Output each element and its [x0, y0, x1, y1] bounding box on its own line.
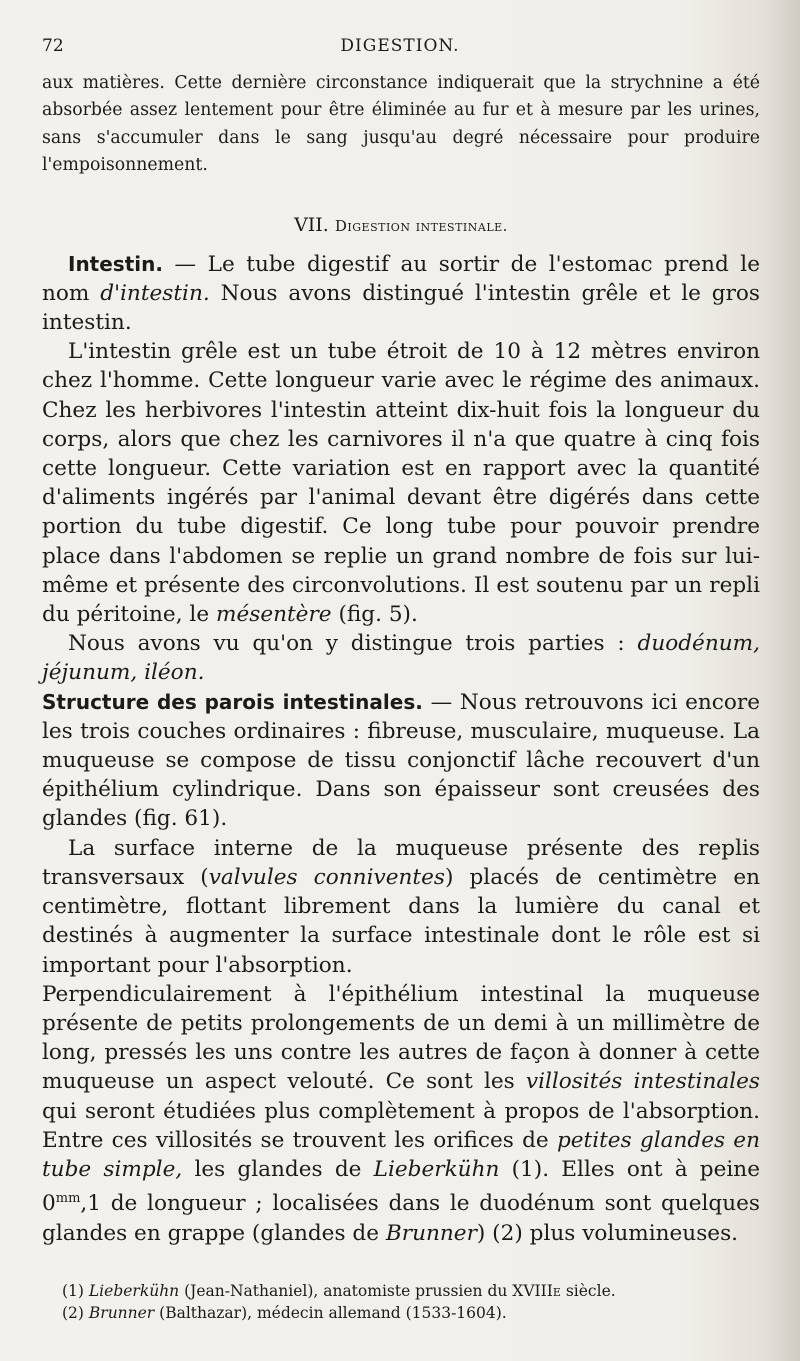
paragraph-text: Nous avons distingué l'intestin grêle et le gros intestin. [42, 280, 760, 336]
paragraph-surface [42, 834, 760, 980]
footnote-1 [62, 1280, 752, 1302]
paragraph-text: — Le tube digestif au sortir de l'estomac prend le nom [42, 251, 760, 306]
page-header [42, 36, 758, 60]
footnote-text: siècle. [560, 1282, 616, 1300]
paragraph-text: ,1 de longueur ; localisées dans le duodénum sont quelques glandes en grappe (glandes de [42, 1191, 760, 1246]
footnote-marker: (2) [62, 1304, 89, 1322]
footnote-marker: (1) [62, 1282, 89, 1300]
page-number: 72 [42, 36, 64, 56]
paragraph-text: Nous avons vu qu'on y distingue trois parties : [68, 631, 638, 657]
section-heading [42, 214, 760, 236]
paragraph-text: ) (2) plus volumineuses. [476, 1220, 739, 1246]
footnote-text: (Jean-Nathaniel), anatomiste prussien du [179, 1282, 513, 1300]
italic-term: valvules conniventes [208, 864, 445, 890]
running-head: DIGESTION. [340, 36, 460, 56]
paragraph-structure [42, 688, 760, 834]
paragraph-parties [42, 629, 760, 687]
paragraph-text: les glandes de [182, 1156, 374, 1182]
paragraph-text: ) placés de centimètre en centimètre, flottant librement dans la lumière du canal et destinés à augmenter la surface intestinale dont le rôle est si important pour l'absorption. [42, 864, 760, 978]
footnote-century: XVIIIe [512, 1282, 561, 1300]
section-number: VII. [294, 213, 329, 236]
italic-term: mésentère [215, 602, 332, 628]
paragraph-text: (fig. 5). [331, 602, 418, 628]
paragraph-text: (1). Elles ont à peine 0 [42, 1156, 760, 1217]
footnote-text: (Balthazar), médecin allemand (1533-1604). [154, 1304, 507, 1322]
paragraph-text: La surface interne de la muqueuse présente des replis transversaux ( [42, 835, 760, 890]
italic-term: villosités intestinales [525, 1069, 760, 1095]
italic-term: Lieberkühn [373, 1156, 500, 1182]
italic-term: petites glandes en tube simple, [42, 1127, 760, 1182]
footnote-name: Brunner [88, 1304, 155, 1322]
paragraph-text: qui seront étudiées plus complètement à propos de l'absorption. Entre ces villosités se trouvent les orifices de [42, 1098, 760, 1153]
unit-superscript: mm [55, 1191, 81, 1207]
runin-heading-structure: Structure des parois intestinales. [42, 689, 423, 714]
footnotes [62, 1280, 752, 1324]
footnote-2 [62, 1302, 752, 1324]
runin-heading-intestin: Intestin. [68, 251, 163, 276]
paragraph-villosites [42, 980, 760, 1248]
paragraph-text: — Nous retrouvons ici encore les trois couches ordinaires : fibreuse, musculaire, muqueuse. La muqueuse se compose de tissu conjonctif lâche recouvert d'un épithélium cylindrique. Dans son épaisseur sont creusées des glandes (fig. 61). [42, 689, 760, 832]
paragraph-text: Perpendiculairement à l'épithélium intestinal la muqueuse présente de petits prolongements de un demi à un millimètre de long, pressés les uns contre les autres de façon à donner à cette muqueuse un aspect velouté. Ce sont les [42, 981, 760, 1095]
italic-term: duodénum, jéjunum, iléon. [42, 631, 760, 686]
paragraph-intestin-grele [42, 337, 760, 629]
paragraph-text: L'intestin grêle est un tube étroit de 10 à 12 mètres environ chez l'homme. Cette longueur varie avec le régime des animaux. Chez les herbivores l'intestin atteint dix-huit fois la longueur du corps, alors que chez les carnivores il n'a que quatre à cinq fois cette longueur. Cette variation est en rapport avec la quantité d'aliments ingérés par l'animal devant être digérés dans cette portion du tube digestif. Ce long tube pour pouvoir prendre place dans l'abdomen se replie un grand nombre de fois sur lui-même et présente des circonvolutions. Il est soutenu par un repli du péritoine, le [42, 339, 760, 628]
footnote-name: Lieberkühn [88, 1282, 180, 1300]
section-title: Digestion intestinale. [334, 216, 508, 235]
italic-term: d'intestin. [100, 280, 210, 306]
page-body [42, 70, 760, 1248]
paragraph-intestin [42, 250, 760, 338]
italic-term: Brunner [385, 1220, 477, 1246]
paragraph-continuation: aux matières. Cette dernière circonstance indiquerait que la strychnine a été absorbée assez lentement pour être éliminée au fur et à mesure par les urines, sans s'accumuler dans le sang jusqu'au degré nécessaire pour produire l'empoisonnement. [42, 73, 760, 176]
